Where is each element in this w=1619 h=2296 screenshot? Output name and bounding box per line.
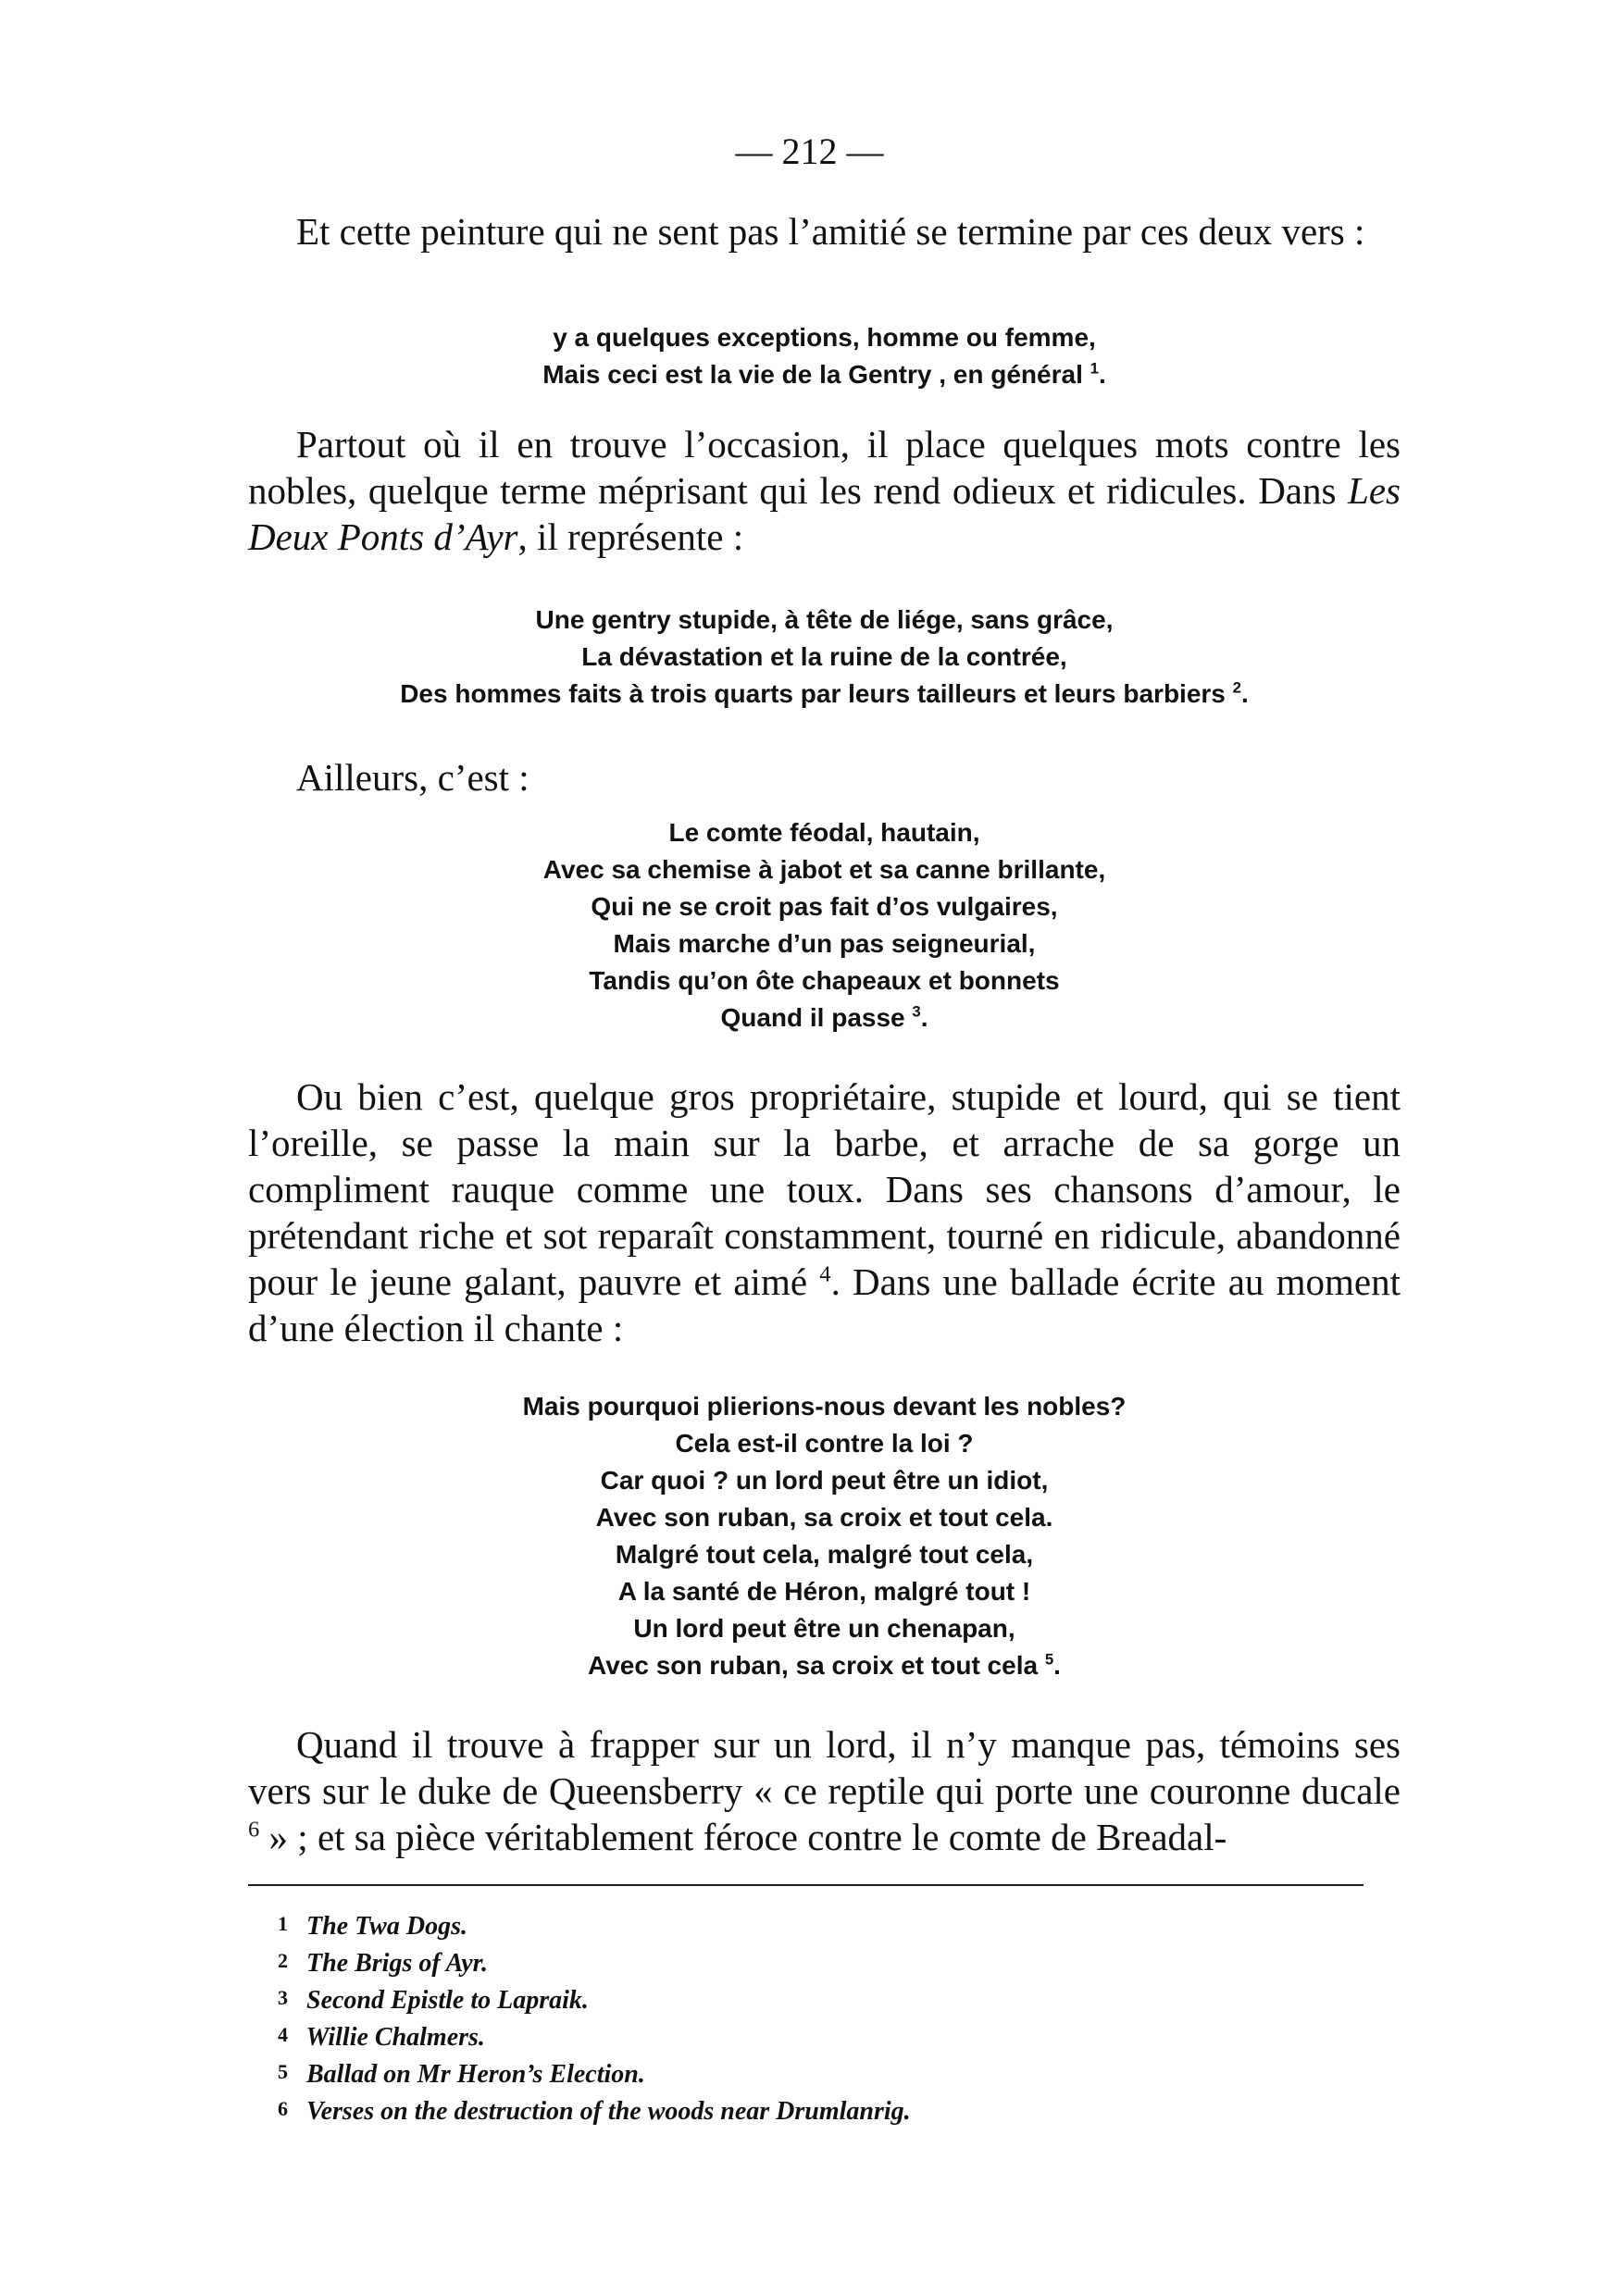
paragraph-3 xyxy=(248,754,1401,800)
work-title: Les Deux Ponts d’Ayr xyxy=(248,469,1401,558)
paragraph-2-text: Partout où il en trouve l’occasion, il place quelques mots contre les nobles, quelque terme méprisant qui les rend odieux et ridicules. Dans xyxy=(248,423,1401,512)
verse-line: Un lord peut être un chenapan, xyxy=(633,1614,1015,1643)
verse-block-4 xyxy=(248,1388,1401,1684)
verse-line: Avec son ruban, sa croix et tout cela. xyxy=(595,1503,1053,1532)
verse-block-3 xyxy=(248,814,1401,1036)
verse-line: Une gentry stupide, à tête de liége, sans grâce, xyxy=(535,605,1114,634)
footnote-divider xyxy=(248,1884,1364,1886)
paragraph-1-text: Et cette peinture qui ne sent pas l’amitié se termine par ces deux vers : xyxy=(296,210,1365,253)
paragraph-5-text: Quand il trouve à frapper sur un lord, il n’y manque pas, témoins ses vers sur le duke de Queensberry « ce reptile qui porte une couronne ducale xyxy=(248,1723,1401,1812)
footnote-ref: 4 xyxy=(819,1261,831,1287)
verse-line: Avec sa chemise à jabot et sa canne brillante, xyxy=(542,855,1106,884)
footnote-item: 4 Willie Chalmers. xyxy=(278,2023,485,2052)
verse-line: Des hommes faits à trois quarts par leurs tailleurs et leurs barbiers $^2$. xyxy=(400,678,1249,708)
footnote-ref: 3 xyxy=(912,1002,921,1021)
paragraph-4-text: Ou bien c’est, quelque gros propriétaire, stupide et lourd, qui se tient l’oreille, se passe la main sur la barbe, et arrache de sa gorge un compliment rauque comme une toux. Dans ses chansons d’amour, le prétendant riche et sot reparaît constamment, tourné en ridicule, abandonné pour le jeune galant, pauvre et aimé xyxy=(248,1075,1401,1303)
footnote-ref: 5 xyxy=(1044,1650,1054,1669)
paragraph-4: Ou bien c’est, quelque gros propriétaire, stupide et lourd, qui se tient l’oreille, se passe la main sur la barbe, et arrache de sa gorge un compliment rauque comme une toux. Dans ses chansons d’amour, le prétendant riche et sot reparaît constamment, tourné en ridicule, abandonné pour le jeune galant, pauvre et aimé $^4$. Dans une ballade écrite au moment d’une élection il chante : xyxy=(248,1075,1401,1349)
verse-line: Mais ceci est la vie de la Gentry , en général $^1$. xyxy=(542,359,1106,389)
footnote-item: 5 Ballad on Mr Heron’s Election. xyxy=(278,2060,645,2089)
verse-line: Car quoi ? un lord peut être un idiot, xyxy=(600,1466,1049,1495)
verse-line: Quand il passe $^3$. xyxy=(720,1002,928,1032)
footnotes xyxy=(278,1906,1389,2128)
footnote-ref: 1 xyxy=(1090,359,1099,378)
verse-line: La dévastation et la ruine de la contrée, xyxy=(581,642,1067,671)
footnote-item: 6 Verses on the destruction of the woods near Drumlanrig. xyxy=(278,2097,911,2126)
verse-line: Le comte féodal, hautain, xyxy=(668,818,980,847)
page-number: — 212 — xyxy=(735,130,884,172)
verse-line: Mais marche d’un pas seigneurial, xyxy=(613,929,1036,958)
paragraph-1 xyxy=(248,208,1401,254)
verse-line: y a quelques exceptions, homme ou femme, xyxy=(553,323,1096,352)
footnote-item: 1 The Twa Dogs. xyxy=(278,1912,467,1941)
verse-line: Tandis qu’on ôte chapeaux et bonnets xyxy=(589,966,1060,995)
verse-line: Cela est-il contre la loi ? xyxy=(675,1429,974,1458)
paragraph-3-text: Ailleurs, c’est : xyxy=(296,756,529,799)
verse-block-1 xyxy=(248,319,1401,393)
paragraph-5: Quand il trouve à frapper sur un lord, il n’y manque pas, témoins ses vers sur le duke de Queensberry « ce reptile qui porte une couronne ducale $^6$ » ; et sa pièce véritablement féroce contre le comte de Breadal- xyxy=(248,1723,1401,1858)
verse-line: A la santé de Héron, malgré tout ! xyxy=(617,1577,1031,1606)
verse-block-2 xyxy=(248,602,1401,713)
paragraph-2: Partout où il en trouve l’occasion, il place quelques mots contre les nobles, quelque terme méprisant qui les rend odieux et ridicules. Dans Les Deux Ponts d’Ayr, il représente : xyxy=(248,423,1401,558)
verse-line: Mais pourquoi plierions-nous devant les nobles? xyxy=(522,1392,1127,1421)
footnote-ref: 6 xyxy=(248,1817,260,1843)
verse-line: Qui ne se croit pas fait d’os vulgaires, xyxy=(591,892,1058,921)
verse-line: Malgré tout cela, malgré tout cela, xyxy=(615,1540,1034,1569)
footnote-ref: 2 xyxy=(1232,678,1241,697)
footnote-item: 3 Second Epistle to Lapraik. xyxy=(278,1986,589,2015)
footnote-item: 2 The Brigs of Ayr. xyxy=(278,1949,489,1978)
verse-line: Avec son ruban, sa croix et tout cela $^5$. xyxy=(588,1650,1061,1680)
